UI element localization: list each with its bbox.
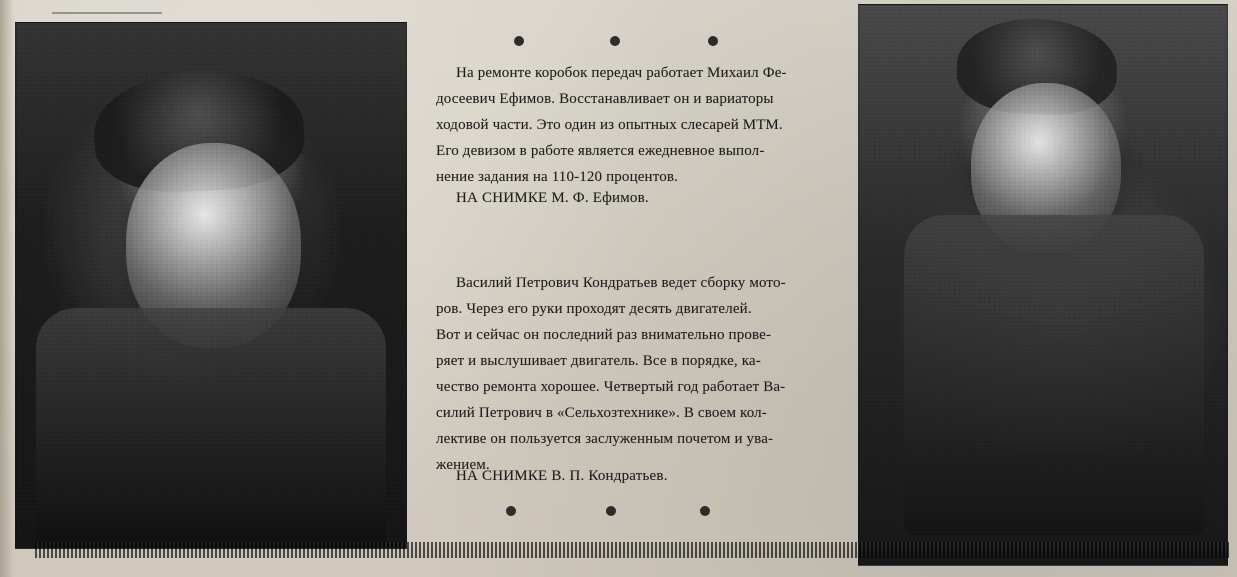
dot	[514, 36, 524, 46]
caption-kondratyev: НА СНИМКЕ В. П. Кондратьев.	[456, 468, 668, 484]
dot	[606, 506, 616, 516]
text-line: Василий Петрович Кондратьев ведет сборку мото-	[456, 275, 786, 291]
dot	[506, 506, 516, 516]
text-line: лективе он пользуется заслуженным почетом и ува-	[436, 431, 774, 447]
text-line: Вот и сейчас он последний раз внимательно прове-	[436, 327, 772, 343]
separator-dots-top	[418, 36, 856, 50]
right-person-body	[904, 215, 1204, 535]
text-line: На ремонте коробок передач работает Михаил Фе-	[456, 65, 787, 81]
photo-right	[858, 4, 1228, 566]
text-line: нение задания на 110-120 процентов.	[436, 169, 679, 185]
text-line: Его девизом в работе является ежедневное выпол-	[436, 143, 765, 159]
text-line: ров. Через его руки проходят десять двигателей.	[436, 301, 752, 317]
photo-left	[15, 22, 407, 549]
paragraph-efimov	[436, 60, 846, 190]
text-line: чество ремонта хорошее. Четвертый год работает Ва-	[436, 379, 786, 395]
text-line: досеевич Ефимов. Восстанавливает он и вариаторы	[436, 91, 774, 107]
bottom-border	[35, 542, 1230, 558]
article-text	[418, 36, 856, 556]
text-line: жением.	[436, 457, 490, 473]
paragraph-kondratyev	[436, 270, 846, 478]
page-edge-shadow	[0, 0, 14, 577]
caption-efimov: НА СНИМКЕ М. Ф. Ефимов.	[456, 190, 649, 206]
dot	[610, 36, 620, 46]
separator-dots-bottom	[418, 506, 856, 520]
left-person-body	[36, 308, 386, 548]
top-rule	[52, 12, 162, 14]
dot	[700, 506, 710, 516]
text-line: ряет и выслушивает двигатель. Все в порядке, ка-	[436, 353, 761, 369]
dot	[708, 36, 718, 46]
text-line: ходовой части. Это один из опытных слесарей МТМ.	[436, 117, 783, 133]
text-line: силий Петрович в «Сельхозтехнике». В своем кол-	[436, 405, 767, 421]
